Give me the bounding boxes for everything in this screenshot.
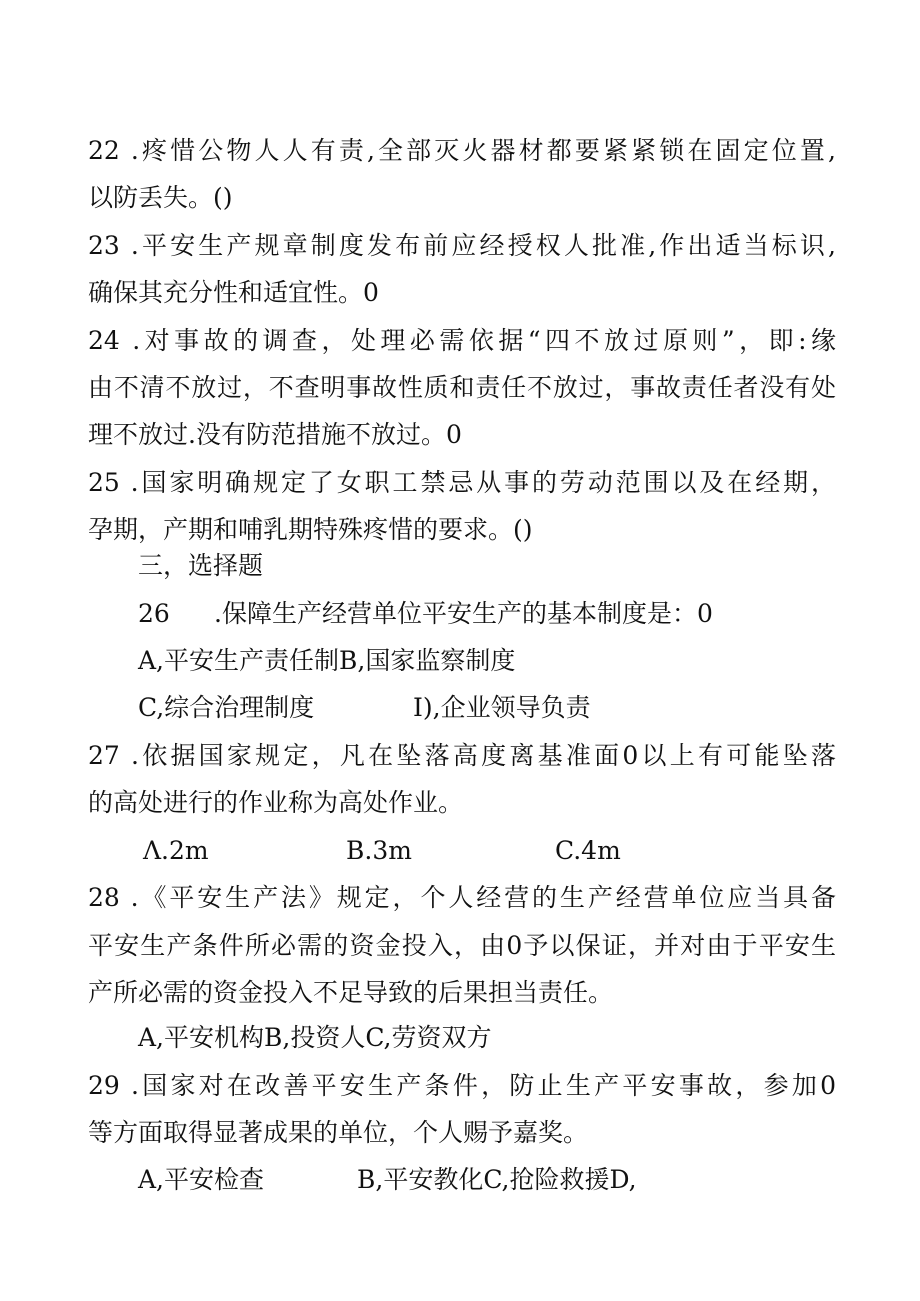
- q27-option-b: B.3m: [346, 836, 412, 865]
- q27-option-a: Λ.2m: [143, 836, 209, 865]
- q24-line-2: 由不清不放过，不查明事故性质和责任不放过，事故责任者没有处: [88, 373, 836, 402]
- q24-line-3: 理不放过.没有防范措施不放过。0: [88, 420, 462, 449]
- q28-line-1: 28 .《平安生产法》规定，个人经营的生产经营单位应当具备: [88, 883, 836, 912]
- q26-option-d: I),企业领导负责: [413, 693, 591, 722]
- q26-number: 26: [138, 599, 170, 628]
- q22-line-2: 以防丢失。(): [88, 183, 233, 212]
- q23-line-2: 确保其充分性和适宜性。0: [88, 278, 379, 307]
- q27-line-1: 27 .依据国家规定，凡在坠落高度离基准面0以上有可能坠落: [88, 741, 836, 770]
- section-heading: 三，选择题: [138, 551, 264, 580]
- q25-line-2: 孕期，产期和哺乳期特殊疼惜的要求。(): [88, 515, 533, 544]
- q29-line-2: 等方面取得显著成果的单位，个人赐予嘉奖。: [88, 1118, 589, 1147]
- q25-line-1: 25 .国家明确规定了女职工禁忌从事的劳动范围以及在经期，: [88, 468, 836, 497]
- q27-option-c: C.4m: [555, 836, 621, 865]
- q26-text: .保障生产经营单位平安生产的基本制度是：0: [214, 599, 713, 628]
- q22-line-1: 22 .疼惜公物人人有责,全部灭火器材都要紧紧锁在固定位置,: [88, 136, 836, 165]
- q29-option-a: A,平安检查: [138, 1165, 265, 1194]
- q28-line-2: 平安生产条件所必需的资金投入，由0予以保证，并对由于平安生: [88, 931, 836, 960]
- q28-options: A,平安机构B,投资人C,劳资双方: [138, 1023, 492, 1052]
- q27-line-2: 的高处进行的作业称为高处作业。: [88, 788, 464, 817]
- q26-options-ab: A,平安生产责任制B,国家监察制度: [138, 646, 516, 675]
- q26-option-c: C,综合治理制度: [138, 693, 315, 722]
- q29-options-bcd: B,平安教化C,抢险救援D,: [357, 1165, 637, 1194]
- q29-line-1: 29 .国家对在改善平安生产条件，防止生产平安事故，参加0: [88, 1071, 836, 1100]
- q23-line-1: 23 .平安生产规章制度发布前应经授权人批准,作出适当标识,: [88, 231, 836, 260]
- q24-line-1: 24 .对事故的调查，处理必需依据“四不放过原则”，即:缘: [88, 326, 836, 355]
- q28-line-3: 产所必需的资金投入不足导致的后果担当责任。: [88, 978, 614, 1007]
